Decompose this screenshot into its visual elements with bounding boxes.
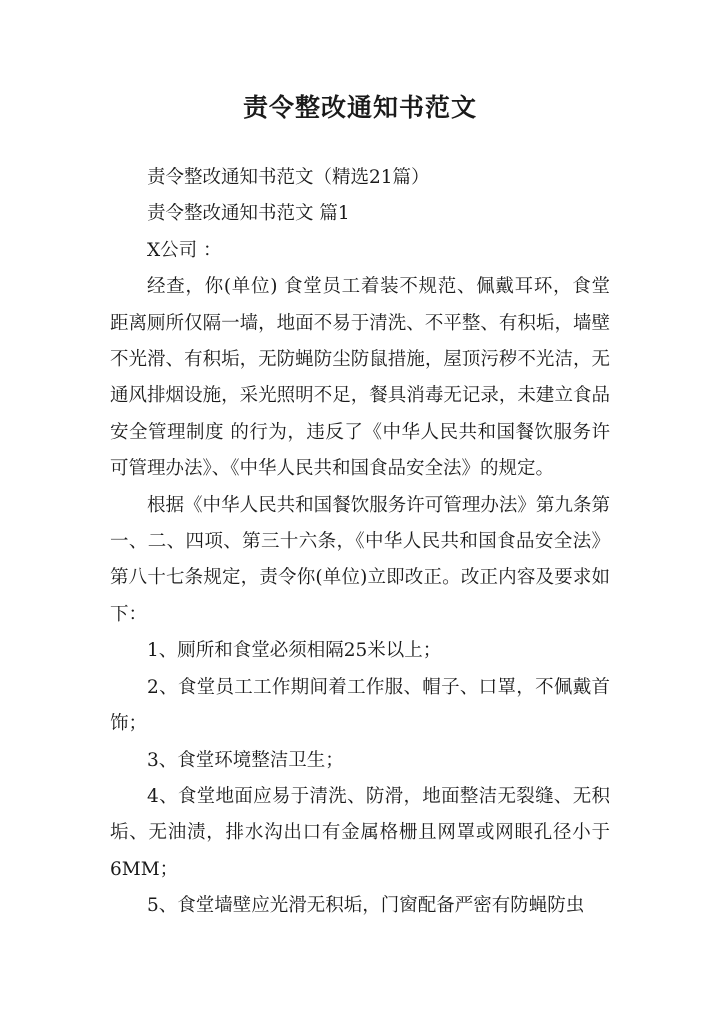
paragraph-findings: 经查，你(单位) 食堂员工着装不规范、佩戴耳环，食堂距离厕所仅隔一墙，地面不易于清洗、不平整、有积垢，墙壁不光滑、有积垢，无防蝇防尘防鼠措施，屋顶污秽不光洁，无通风排烟设施，采光照明不足，餐具消毒无记录，未建立食品安全管理制度 的行为，违反了《中华人民共和国餐饮服务许可管理办法》、《中华人民共和国食品安全法》的规定。 xyxy=(110,276,610,480)
list-item-2: 2、食堂员工工作期间着工作服、帽子、口罩，不佩戴首饰； xyxy=(110,676,610,735)
list-item-5: 5、食堂墙壁应光滑无积垢，门窗配备严密有防蝇防虫 xyxy=(147,895,585,917)
list-item-4: 4、食堂地面应易于清洗、防滑，地面整洁无裂缝、无积垢、无油渍，排水沟出口有金属格栅且网罩或网眼孔径小于6MM； xyxy=(110,785,610,880)
paragraph-section-heading: 责令整改通知书范文 篇1 xyxy=(147,203,350,225)
paragraph-order: 根据《中华人民共和国餐饮服务许可管理办法》第九条第一、二、四项、第三十六条，《中华人民共和国食品安全法》第八十七条规定，责令你(单位)立即改正。改正内容及要求如下： xyxy=(110,494,610,625)
list-item-3: 3、食堂环境整洁卫生； xyxy=(147,749,344,771)
list-item-1: 1、厕所和食堂必须相隔25米以上； xyxy=(147,640,442,662)
document-title: 责令整改通知书范文 xyxy=(242,93,477,122)
paragraph-addressee: X公司 ： xyxy=(147,239,222,261)
paragraph-subtitle: 责令整改通知书范文（精选21篇） xyxy=(147,167,430,188)
document-body xyxy=(110,160,610,925)
